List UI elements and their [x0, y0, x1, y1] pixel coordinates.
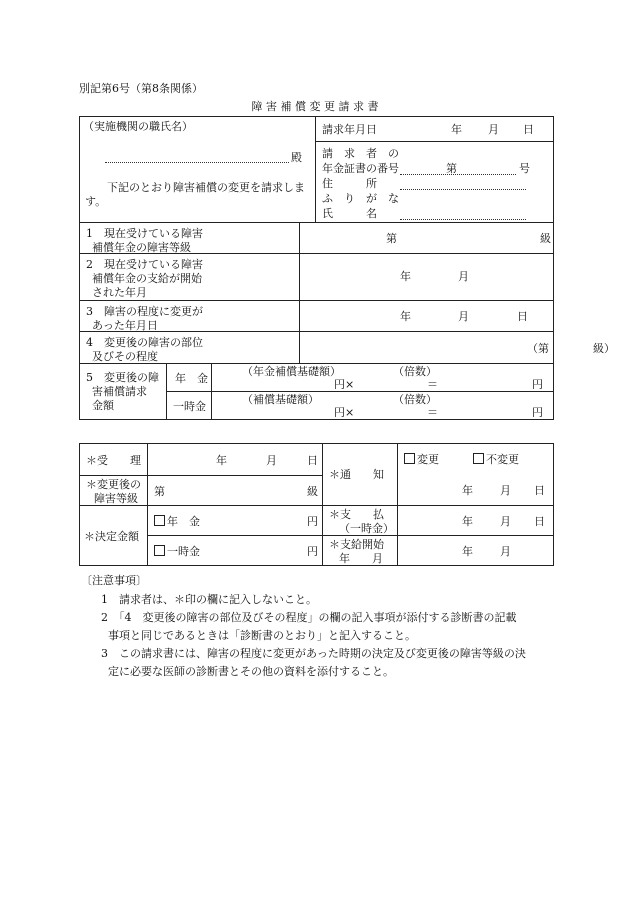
item5-line3: 金額 [92, 399, 114, 412]
claimant-cell [316, 117, 554, 223]
item4-grade: （第 級） [527, 342, 615, 355]
decided-pension-yen: 円 [307, 515, 318, 528]
receipt-month: 月 [266, 454, 277, 467]
pay-start-date-cell[interactable] [398, 536, 554, 566]
page-title: 障 害 補 償 変 更 請 求 書 [251, 100, 379, 113]
decided-lump-option[interactable]: 一時金 [154, 545, 200, 558]
item1-label-cell [80, 223, 300, 254]
pension-number-field[interactable] [400, 174, 516, 175]
note-3-line1: 3 この請求書には、障害の程度に変更があった時期の決定及び変更後の障害等級の決 [101, 647, 526, 660]
item2-line1: 2 現在受けている障害 [86, 258, 203, 271]
item3-value-cell[interactable] [300, 301, 554, 332]
pay-start-line2: 年 月 [339, 552, 383, 565]
notice-unchanged-option[interactable]: 不変更 [473, 453, 519, 466]
payment-line1: ＊支 払 [329, 508, 384, 521]
decided-amount-label: ＊決定金額 [84, 530, 139, 543]
pension-yen-x: 円× [334, 378, 355, 391]
item3-line1: 3 障害の程度に変更が [86, 305, 203, 318]
lump-label: 一時金 [173, 400, 206, 413]
pension-equals: ＝ [427, 378, 438, 391]
pay-start-month: 月 [500, 545, 511, 558]
item3-month: 月 [458, 310, 469, 323]
pension-number-label: 年金証書の番号 [322, 162, 399, 175]
date-month: 月 [488, 123, 499, 136]
notice-label: ＊通 知 [329, 468, 384, 481]
notice-changed-option[interactable]: 変更 [404, 453, 439, 466]
item4-line1: 4 変更後の障害の部位 [86, 336, 203, 349]
notice-label-cell [323, 444, 398, 506]
pension-label-cell [167, 364, 212, 392]
furigana-label: ふ り が な [322, 192, 399, 205]
pension-base-label: （年金補償基礎額） [242, 365, 341, 378]
changed-grade-line2: 障害等級 [94, 492, 138, 505]
note-3-line2: 定に必要な医師の診断書とその他の資料を添付すること。 [108, 665, 394, 678]
item2-line3: された年月 [92, 286, 147, 299]
lump-base-label: （補償基礎額） [242, 393, 319, 406]
item3-day: 日 [517, 310, 528, 323]
changed-grade-kyu: 級 [307, 485, 318, 498]
form-number: 別記第6号（第8条関係） [79, 82, 203, 95]
date-day: 日 [523, 123, 534, 136]
receipt-date-cell[interactable] [148, 444, 323, 476]
dono-label: 殿 [291, 151, 302, 164]
lump-yen-x: 円× [334, 406, 355, 419]
address-label: 住 所 [322, 177, 377, 190]
item1-line2: 補償年金の障害等級 [92, 241, 191, 254]
payment-label-cell [323, 506, 398, 536]
checkbox-icon[interactable] [154, 545, 165, 556]
lump-times-label: （倍数） [393, 393, 437, 406]
payment-date-cell[interactable] [398, 506, 554, 536]
date-year: 年 [451, 123, 462, 136]
decided-amount-label-cell [80, 506, 148, 566]
item1-dai: 第 [386, 232, 397, 245]
item3-year: 年 [400, 310, 411, 323]
claimant-label: 請 求 者 の [322, 147, 399, 160]
institution-label: （実施機関の職氏名） [83, 120, 193, 133]
item3-line2: あった年月日 [92, 319, 158, 332]
name-label: 氏 名 [322, 207, 377, 220]
pension-yen: 円 [532, 378, 543, 391]
receipt-label: ＊受 理 [86, 454, 141, 467]
notice-value-cell [398, 444, 554, 506]
pay-start-year: 年 [462, 545, 473, 558]
receipt-label-cell [80, 444, 148, 476]
payment-line2: （一時金） [339, 522, 394, 535]
institution-field[interactable] [105, 162, 289, 163]
item5-line1: 5 変更後の障 [86, 371, 159, 384]
lump-yen: 円 [532, 406, 543, 419]
checkbox-icon[interactable] [154, 515, 165, 526]
item4-line2: 及びその程度 [92, 350, 158, 363]
note-2-line2: 事項と同じであるときは「診断書のとおり」と記入すること。 [108, 629, 416, 642]
decided-lump-cell[interactable] [148, 536, 323, 566]
item2-label-cell [80, 254, 300, 301]
notes-heading: 〔注意事項〕 [81, 574, 147, 587]
request-date-label: 請求年月日 [322, 123, 377, 136]
decided-pension-option[interactable]: 年 金 [154, 515, 200, 528]
office-use-table [79, 443, 554, 566]
item1-kyu: 級 [540, 232, 551, 245]
decided-lump-yen: 円 [307, 545, 318, 558]
request-text-2: す。 [85, 195, 107, 208]
notice-day: 日 [534, 484, 545, 497]
pay-start-label-cell [323, 536, 398, 566]
changed-grade-value-cell[interactable] [148, 476, 323, 506]
item1-line1: 1 現在受けている障害 [86, 227, 203, 240]
payment-month: 月 [500, 515, 511, 528]
pension-number-gou: 号 [519, 162, 530, 175]
notice-year: 年 [462, 484, 473, 497]
payment-day: 日 [534, 515, 545, 528]
lump-equals: ＝ [427, 406, 438, 419]
changed-grade-dai: 第 [154, 485, 165, 498]
item5-line2: 害補償請求 [92, 385, 147, 398]
pension-label: 年 金 [175, 372, 208, 385]
pension-number-dai: 第 [446, 162, 457, 175]
receipt-year: 年 [216, 454, 227, 467]
payment-year: 年 [462, 515, 473, 528]
item4-label-cell [80, 332, 300, 364]
notice-month: 月 [500, 484, 511, 497]
request-text-1: 下記のとおり障害補償の変更を請求しま [107, 181, 305, 194]
decided-pension-cell[interactable] [148, 506, 323, 536]
changed-grade-label-cell [80, 476, 148, 506]
checkbox-icon[interactable] [404, 453, 415, 464]
checkbox-icon[interactable] [473, 453, 484, 464]
item4-value-cell[interactable] [300, 332, 615, 364]
item2-year: 年 [400, 270, 411, 283]
lump-calc-cell[interactable] [212, 392, 554, 420]
lump-label-cell [167, 392, 212, 420]
item2-month: 月 [458, 270, 469, 283]
item3-label-cell [80, 301, 300, 332]
item1-value-cell[interactable] [300, 223, 554, 254]
name-field[interactable] [400, 219, 526, 220]
changed-grade-line1: ＊変更後の [86, 478, 141, 491]
pay-start-line1: ＊支給開始 [329, 538, 384, 551]
receipt-day: 日 [307, 454, 318, 467]
pension-calc-cell[interactable] [212, 364, 554, 392]
claim-form-table [79, 116, 615, 420]
note-2-line1: 2 「4 変更後の障害の部位及びその程度」の欄の記入事項が添付する診断書の記載 [101, 611, 517, 624]
address-field[interactable] [400, 189, 526, 190]
note-1: 1 請求者は、＊印の欄に記入しないこと。 [101, 593, 317, 606]
item2-value-cell[interactable] [300, 254, 554, 301]
addressee-cell [80, 117, 316, 223]
item5-label-cell [80, 364, 167, 420]
item2-line2: 補償年金の支給が開始 [92, 272, 202, 285]
pension-times-label: （倍数） [393, 365, 437, 378]
